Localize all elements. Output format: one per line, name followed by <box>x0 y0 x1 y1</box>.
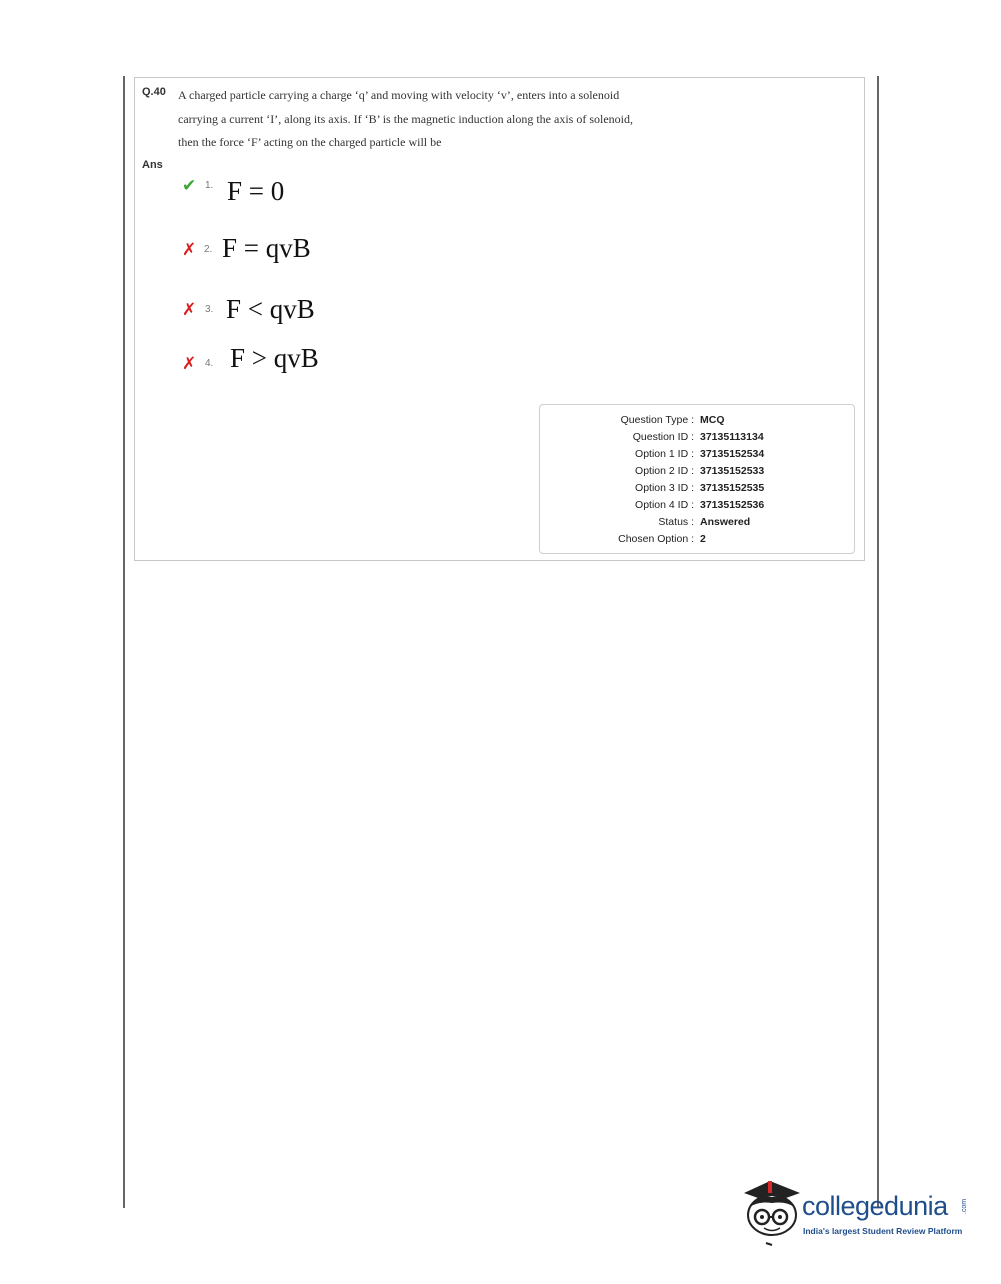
page-right-border <box>877 76 879 1208</box>
meta-chosen-option: Chosen Option : 2 <box>618 533 706 545</box>
cross-icon: ✗ <box>182 300 197 319</box>
page-left-border <box>123 76 125 1208</box>
option-number: 2. <box>204 244 213 255</box>
option-formula: F = 0 <box>227 176 285 206</box>
question-number: Q.40 <box>142 86 166 98</box>
cross-icon: ✗ <box>182 354 197 373</box>
option-formula: F = qvB <box>222 233 311 263</box>
meta-status: Status : Answered <box>658 516 751 528</box>
cross-icon: ✗ <box>182 240 197 259</box>
option-formula: F < qvB <box>226 294 315 324</box>
question-text: A charged particle carrying a charge ‘q’ and moving with velocity ‘v’, enters into a solenoid carrying a current ‘I’, along its axis. If ‘B’ is the magnetic induction along the axis of solenoid, then the force ‘F’ acting on the charged particle will be <box>178 88 633 149</box>
brand-suffix: .com <box>961 1198 969 1215</box>
brand-name: collegedunia <box>802 1191 948 1221</box>
option-number: 4. <box>205 358 214 369</box>
brand-tagline: India's largest Student Review Platform <box>803 1226 963 1236</box>
option-formula: F > qvB <box>230 343 319 373</box>
meta-option-2-id: Option 2 ID : 37135152533 <box>635 465 765 477</box>
meta-option-1-id: Option 1 ID : 37135152534 <box>635 448 765 460</box>
meta-option-4-id: Option 4 ID : 37135152536 <box>635 499 765 511</box>
option-number: 3. <box>205 304 214 315</box>
answer-label: Ans <box>142 159 163 171</box>
option-number: 1. <box>205 180 214 191</box>
meta-question-id: Question ID : 37135113134 <box>632 431 764 443</box>
question-metadata-panel <box>539 404 855 554</box>
meta-question-type: Question Type : MCQ <box>620 414 725 426</box>
meta-option-3-id: Option 3 ID : 37135152535 <box>635 482 765 494</box>
check-icon: ✔ <box>182 176 197 195</box>
